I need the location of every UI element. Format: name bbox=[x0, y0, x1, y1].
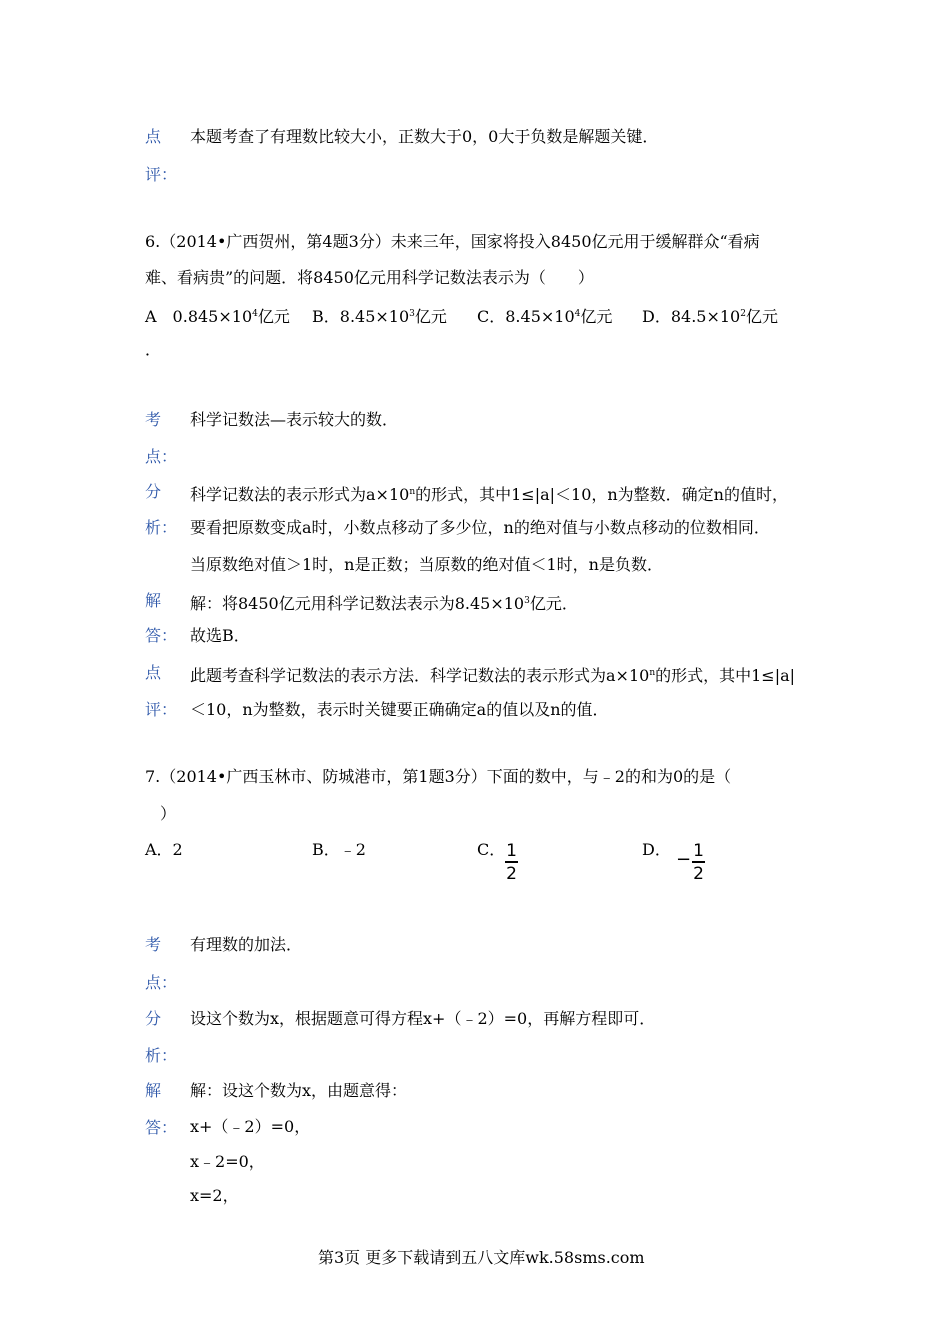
q7-option-c-label: C． bbox=[477, 840, 506, 859]
q6-jieda-line1-exp: 3 bbox=[524, 596, 530, 606]
q7-option-a: A．2 bbox=[145, 840, 183, 859]
q6-fenxi-line2: 要看把原数变成a时，小数点移动了多少位，n的绝对值与小数点移动的位数相同． bbox=[190, 518, 770, 537]
q6-stem-line1: 6.（2014•广西贺州，第4题3分）未来三年，国家将投入8450亿元用于缓解群众“看病 bbox=[145, 232, 760, 251]
q6-dianping-line1-b: 的形式，其中1≤|a| bbox=[655, 666, 796, 685]
q6-jieda-label2: 答： bbox=[145, 626, 178, 645]
q6-jieda-label1: 解 bbox=[145, 591, 162, 610]
q6-kaodian-label1: 考 bbox=[145, 410, 162, 429]
q6-fenxi-line1-a: 科学记数法的表示形式为a×10 bbox=[190, 485, 410, 504]
q6-kaodian-text: 科学记数法—表示较大的数． bbox=[190, 410, 399, 429]
q6-jieda-line1-b: 亿元． bbox=[529, 594, 578, 613]
q6-dianping-label1: 点 bbox=[145, 663, 162, 682]
q6-dianping-line1-exp: n bbox=[649, 668, 656, 678]
q6-option-c-base: C．8.45×10 bbox=[477, 307, 575, 326]
fraction-numerator: 1 bbox=[693, 841, 704, 861]
q7-jieda-label2: 答： bbox=[145, 1118, 178, 1137]
q6-option-d-unit: 亿元 bbox=[745, 307, 778, 326]
q7-kaodian-text: 有理数的加法． bbox=[190, 935, 303, 954]
fraction-bar bbox=[505, 861, 518, 863]
q6-fenxi-line1-exp: n bbox=[409, 487, 416, 497]
q6-option-b bbox=[312, 304, 447, 327]
q6-jieda-line1-a: 解：将8450亿元用科学记数法表示为8.45×10 bbox=[190, 594, 525, 613]
q6-fenxi-label1: 分 bbox=[145, 482, 162, 501]
q7-jieda-label1: 解 bbox=[145, 1081, 162, 1100]
q7-option-b: B．﹣2 bbox=[312, 840, 366, 859]
q6-option-c bbox=[477, 304, 612, 327]
q6-option-a-unit: 亿元 bbox=[257, 307, 290, 326]
q7-option-d-fraction bbox=[692, 842, 705, 883]
q6-option-a-base: A 0.845×10 bbox=[145, 307, 253, 326]
q7-fenxi-label1: 分 bbox=[145, 1009, 162, 1028]
q6-dianping-line1 bbox=[190, 663, 795, 686]
q7-kaodian-label2: 点： bbox=[145, 973, 178, 992]
fraction-denominator: 2 bbox=[693, 863, 704, 884]
q6-dianping-label2: 评： bbox=[145, 700, 178, 719]
q6-fenxi-label2: 析： bbox=[145, 518, 178, 537]
q6-kaodian-label2: 点： bbox=[145, 447, 178, 466]
q5-comment-text: 本题考查了有理数比较大小，正数大于0，0大于负数是解题关键． bbox=[190, 127, 659, 146]
q7-fenxi-label2: 析： bbox=[145, 1046, 178, 1065]
q7-jieda-line3: x﹣2=0， bbox=[190, 1152, 265, 1171]
q6-option-a bbox=[145, 304, 290, 327]
q6-fenxi-line1-b: 的形式，其中1≤|a|＜10，n为整数．确定n的值时， bbox=[415, 485, 788, 504]
q6-option-b-base: B．8.45×10 bbox=[312, 307, 410, 326]
q6-fenxi-line3: 当原数绝对值＞1时，n是正数；当原数的绝对值＜1时，n是负数． bbox=[190, 555, 663, 574]
page-footer: 第3页 更多下载请到五八文库wk.58sms.com bbox=[318, 1248, 645, 1267]
q6-jieda-line2: 故选B． bbox=[190, 626, 250, 645]
q6-stem-line2: 难、看病贵”的问题．将8450亿元用科学记数法表示为（ ） bbox=[145, 268, 594, 287]
q7-option-c-fraction bbox=[505, 842, 518, 883]
q7-option-d-label: D． bbox=[642, 840, 671, 859]
fraction-bar bbox=[692, 861, 705, 863]
q6-option-d bbox=[642, 304, 778, 327]
q6-option-c-exp: 4 bbox=[574, 309, 581, 319]
q6-dianping-line1-a: 此题考查科学记数法的表示方法．科学记数法的表示形式为a×10 bbox=[190, 666, 650, 685]
q6-option-c-unit: 亿元 bbox=[580, 307, 613, 326]
q7-option-d-minus: − bbox=[676, 849, 692, 870]
fraction-numerator: 1 bbox=[506, 841, 517, 861]
q6-option-a-exp: 4 bbox=[252, 309, 258, 319]
q7-stem-line2: ） bbox=[160, 804, 177, 823]
q6-jieda-line1 bbox=[190, 591, 578, 614]
q6-option-d-base: D．84.5×10 bbox=[642, 307, 741, 326]
q6-option-b-unit: 亿元 bbox=[414, 307, 447, 326]
q6-option-b-exp: 3 bbox=[409, 309, 415, 319]
q6-fenxi-line1 bbox=[190, 482, 788, 505]
q7-fenxi-text: 设这个数为x，根据题意可得方程x+（﹣2）=0，再解方程即可． bbox=[190, 1009, 656, 1028]
q6-option-d-exp: 2 bbox=[740, 309, 746, 319]
q7-jieda-line4: x=2， bbox=[190, 1186, 239, 1205]
q7-kaodian-label1: 考 bbox=[145, 935, 162, 954]
q7-jieda-line1: 解：设这个数为x，由题意得： bbox=[190, 1081, 408, 1100]
q6-trailing-dot: ． bbox=[145, 340, 162, 359]
comment-label-top: 点 bbox=[145, 127, 162, 146]
q6-dianping-line2: ＜10，n为整数，表示时关键要正确确定a的值以及n的值． bbox=[190, 700, 609, 719]
comment-label-bottom: 评： bbox=[145, 165, 178, 184]
q7-jieda-line2: x+（﹣2）=0， bbox=[190, 1117, 311, 1136]
q7-stem-line1: 7.（2014•广西玉林市、防城港市，第1题3分）下面的数中，与﹣2的和为0的是（ bbox=[145, 767, 732, 786]
fraction-denominator: 2 bbox=[506, 863, 517, 884]
